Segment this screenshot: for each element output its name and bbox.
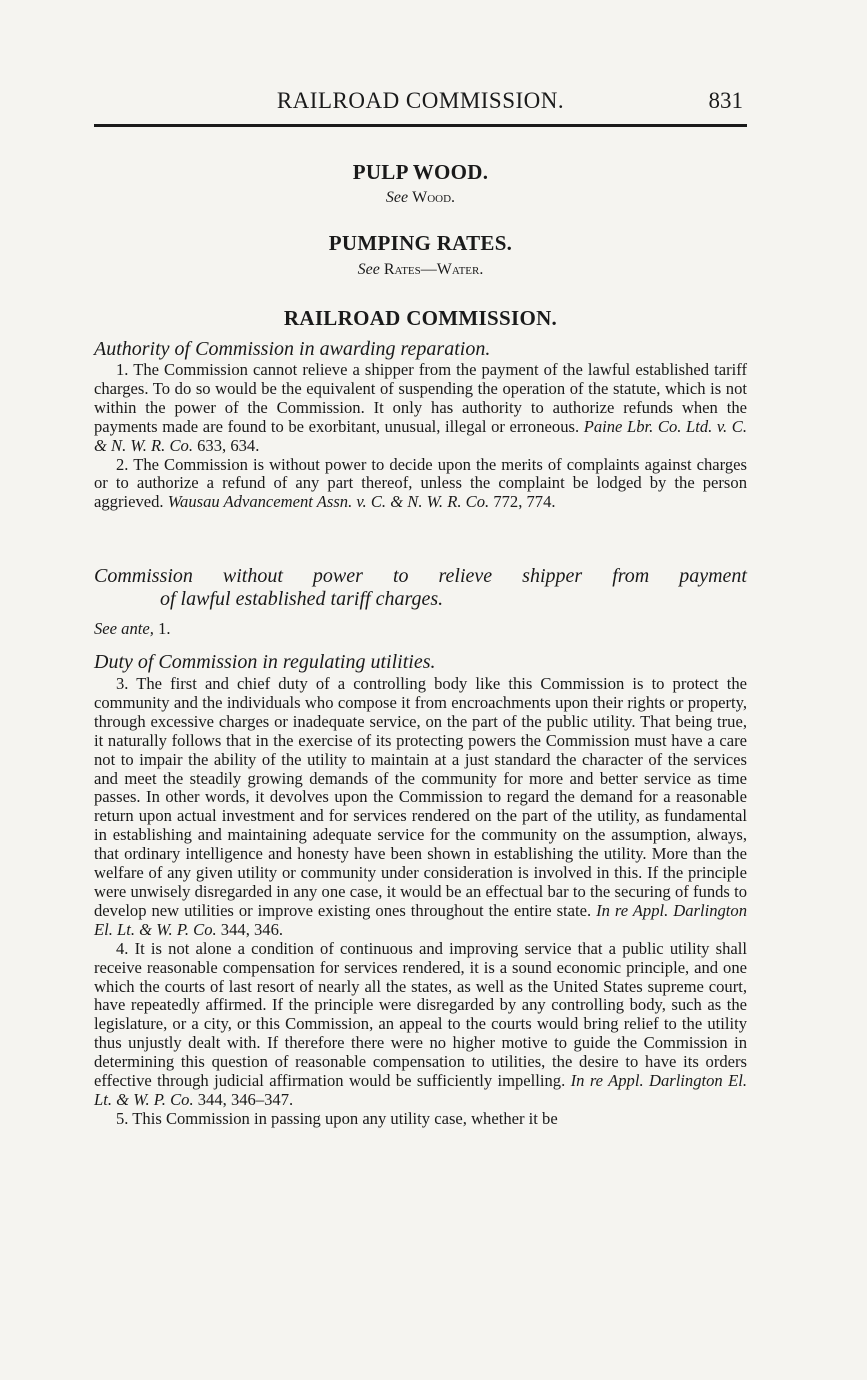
paragraph-1 xyxy=(94,361,747,456)
header-rule xyxy=(94,124,747,127)
subheading-line-2: of lawful established tariff charges. xyxy=(160,588,444,610)
case-citation: Wausau Advancement Assn. v. C. & N. W. R. Co. xyxy=(167,492,490,512)
cross-reference-pulp-wood xyxy=(94,189,747,207)
paragraph-text: 5. This Commission in passing upon any utility case, whether it be xyxy=(116,1108,558,1128)
see-ante-label: See ante, xyxy=(94,619,154,638)
paragraph-text: 1. The Commission cannot relieve a shipper from the payment of the lawful established tariff charges. To do so would be the equivalent of suspending the operation of the statute, which is not within the power of the Commission. It only has authority to authorize refunds when the payments made are found to be exorbitant, unusual, illegal or erroneous. xyxy=(94,360,747,436)
entry-heading-railroad-commission: RAILROAD COMMISSION. xyxy=(283,306,558,330)
subheading-authority: Authority of Commission in awarding reparation. xyxy=(94,338,491,360)
entry-heading-pumping-rates: PUMPING RATES. xyxy=(328,231,513,255)
page-number: 831 xyxy=(708,88,743,113)
authority-paragraphs xyxy=(94,361,747,512)
see-label: See xyxy=(357,261,380,278)
paragraph-text: 3. The first and chief duty of a controlling body like this Commission is to protect the community and the individuals who compose it from encroachments upon their rights or property, through excessive charges or inadequate service, on the part of the public utility. That being true, it naturally follows that in the exercise of its protecting powers the Commission must have a care not to impair the ability of the utility to maintain at a just standard the character of the services and meet the steadily growing demands of the community for more and better service as time passes. In other words, it devolves upon the Commission to regard the demand for a reasonable return upon actual investment and for services rendered on the part of the utility, as fundamental in establishing and maintaining adequate service for the community on the assumption, always, that ordinary intelligence and honesty have been shown in establishing the utility. More than the welfare of any given utility or community under consideration is involved in this. If the principle were unwisely disregarded in any one case, it would be an effectual bar to the securing of funds to develop new utilities or improve existing ones throughout the entire state. xyxy=(94,674,747,920)
see-reference: Rates—Water. xyxy=(383,261,484,278)
see-ante-reference xyxy=(94,619,171,639)
subheading-duty: Duty of Commission in regulating utilities. xyxy=(94,651,436,673)
subheading-without-power xyxy=(94,565,747,611)
running-head-title: RAILROAD COMMISSION. xyxy=(276,88,565,113)
citation-pages: 772, 774. xyxy=(493,492,556,512)
entry-heading-pulp-wood: PULP WOOD. xyxy=(352,160,489,184)
paragraph-3 xyxy=(94,675,747,940)
case-citation: In re Appl. Darlington El. Lt. & W. P. Co. xyxy=(94,900,747,939)
paragraph-text: 4. It is not alone a condition of continuous and improving service that a public utility shall receive reasonable compensation for services rendered, it is a sound economic principle, and one which the courts of last resort of nearly all the states, as well as the United States supreme court, have repeatedly affirmed. If the principle were disregarded by any controlling body, such as the legislature, or a city, or this Commission, an appeal to the courts would bring relief to the utility thus unjustly dealt with. If therefore there were no higher motive to guide the Commission in determining this question of reasonable compensation to utilities, the desire to have its orders effective through judicial affirmation would be sufficiently impelling. xyxy=(94,938,747,1091)
citation-pages: 344, 346–347. xyxy=(197,1089,294,1109)
citation-pages: 633, 634. xyxy=(197,435,260,455)
running-head xyxy=(94,88,747,124)
see-reference: Wood. xyxy=(412,189,456,206)
paragraph-4 xyxy=(94,940,747,1110)
paragraph-2 xyxy=(94,456,747,513)
cross-reference-pumping-rates xyxy=(94,261,747,279)
subheading-line-1: Commission without power to relieve shipper from payment xyxy=(94,565,747,587)
duty-paragraphs xyxy=(94,675,747,1129)
see-label: See xyxy=(385,189,409,206)
case-citation: Paine Lbr. Co. Ltd. v. C. & N. W. R. Co. xyxy=(94,416,747,455)
see-ante-number: 1. xyxy=(158,619,171,638)
case-citation: In re Appl. Darlington El. Lt. & W. P. Co. xyxy=(94,1071,747,1109)
paragraph-text: 2. The Commission is without power to decide upon the merits of complaints against charges or to authorize a refund of any part thereof, unless the complaint be lodged by the person aggrieved. xyxy=(94,454,747,512)
paragraph-5 xyxy=(94,1110,747,1129)
citation-pages: 344, 346. xyxy=(220,919,284,939)
